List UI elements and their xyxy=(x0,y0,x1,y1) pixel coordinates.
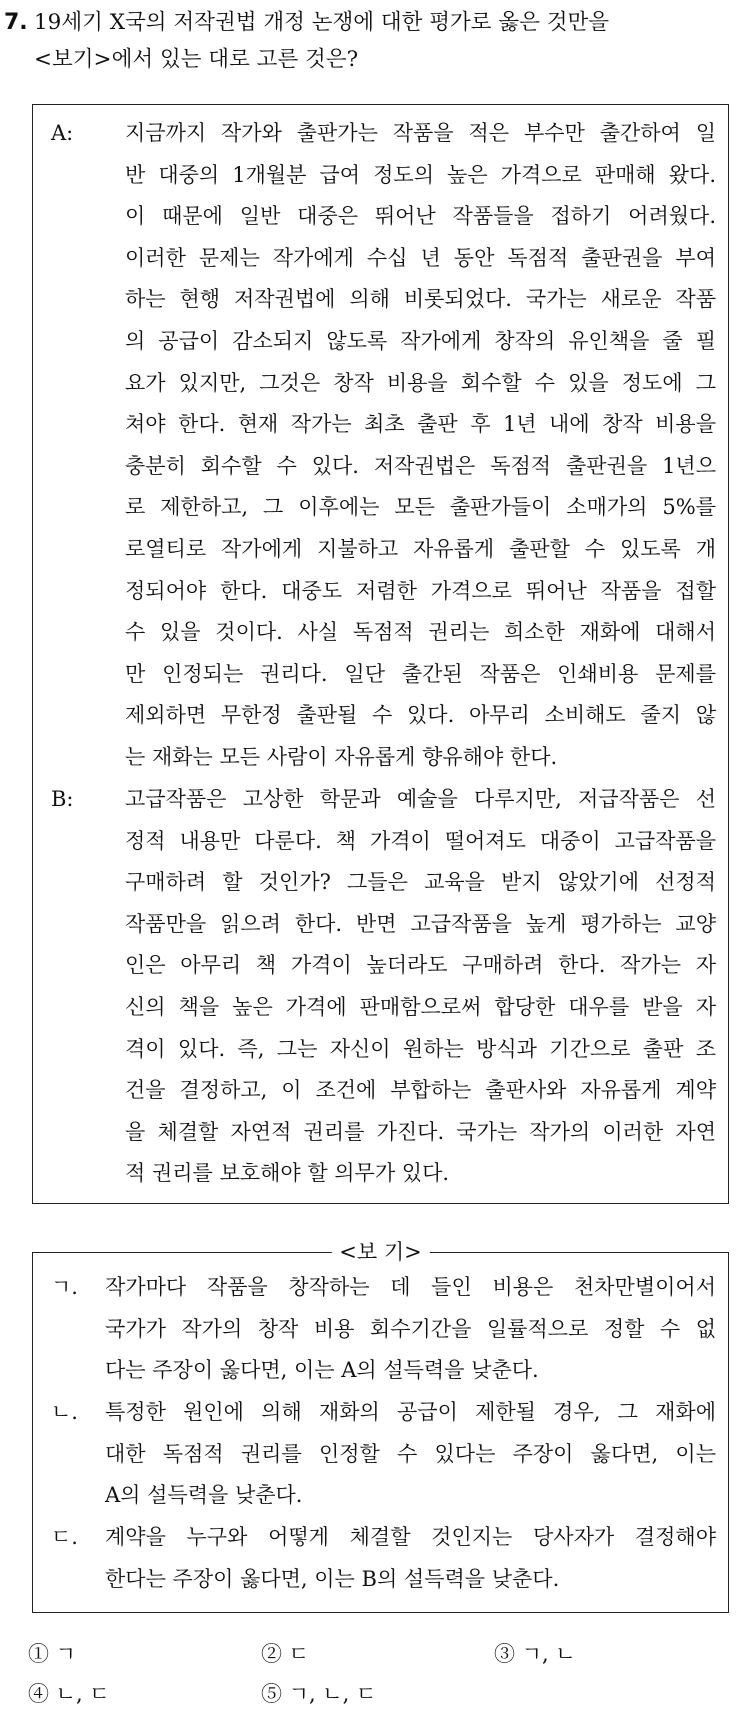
bogi-line: 국가가 작가의 창작 비용 회수기간을 일률적으로 정할 수 없 xyxy=(105,1316,716,1341)
question-line-1 xyxy=(0,4,737,41)
bogi-box xyxy=(32,1240,729,1613)
passage-b xyxy=(51,779,716,1195)
passage-a-line: 는 재화는 모든 사람이 자유롭게 향유해야 한다. xyxy=(125,744,558,769)
bogi-line: 특정한 원인에 의해 재화의 공급이 제한될 경우, 그 재화에 xyxy=(105,1400,716,1424)
passage-a-line: 하는 현행 저작권법에 의해 비롯되었다. 국가는 새로운 작품 xyxy=(125,287,716,312)
passage-a-line: 정되어야 한다. 대중도 저렴한 가격으로 뛰어난 작품을 접할 xyxy=(125,578,716,603)
passage-a-lines xyxy=(125,113,716,779)
choice-4[interactable]: ④ ㄴ, ㄷ xyxy=(28,1682,110,1706)
passage-a-line: 반 대중의 1개월분 급여 정도의 높은 가격으로 판매해 왔다. xyxy=(125,162,716,187)
bogi-item-lines xyxy=(105,1392,716,1517)
bogi-label-nieun: ㄴ. xyxy=(51,1400,78,1424)
question-stem xyxy=(0,4,737,78)
passage-b-lines xyxy=(125,779,716,1195)
bogi-item-nieun xyxy=(51,1392,716,1517)
passage-b-line: 건을 결정하고, 이 조건에 부합하는 출판사와 자유롭게 계약 xyxy=(125,1078,716,1103)
question-number: 7. xyxy=(4,10,28,35)
passage-b-line: 구매하려 할 것인가? 그들은 교육을 받지 않았기에 선정적 xyxy=(125,870,716,895)
passage-b-line: 작품만을 읽으려 한다. 반면 고급작품을 높게 평가하는 교양 xyxy=(125,911,716,936)
choice-1[interactable]: ① ㄱ xyxy=(28,1642,76,1666)
bogi-line: A의 설득력을 낮춘다. xyxy=(105,1483,303,1508)
bogi-label-digeut: ㄷ. xyxy=(51,1525,78,1549)
bogi-line: 다는 주장이 옳다면, 이는 A의 설득력을 낮춘다. xyxy=(105,1358,539,1383)
passage-a-line: 이 때문에 일반 대중은 뛰어난 작품들을 접하기 어려웠다. xyxy=(125,204,716,229)
question-text-2: <보기>에서 있는 대로 고른 것은? xyxy=(34,47,359,72)
choice-3[interactable]: ③ ㄱ, ㄴ xyxy=(494,1642,576,1666)
bogi-line: 한다는 주장이 옳다면, 이는 B의 설득력을 낮춘다. xyxy=(105,1566,560,1591)
bogi-item-digeut xyxy=(51,1517,716,1600)
passage-a-line: 요가 있지만, 그것은 창작 비용을 회수할 수 있을 정도에 그 xyxy=(125,370,716,395)
bogi-line: 대한 독점적 권리를 인정할 수 있다는 주장이 옳다면, 이는 xyxy=(105,1441,716,1466)
passage-a-line: 이러한 문제는 작가에게 수십 년 동안 독점적 출판권을 부여 xyxy=(125,245,716,270)
bogi-item-lines xyxy=(105,1267,716,1392)
bogi-item-lines xyxy=(105,1517,716,1600)
passage-a-line: 만 인정되는 권리다. 일단 출간된 작품은 인쇄비용 문제를 xyxy=(125,661,716,686)
passage-b-line: 격이 있다. 즉, 그는 자신이 원하는 방식과 기간으로 출판 조 xyxy=(125,1036,716,1061)
speaker-label-a: A: xyxy=(51,121,74,145)
passage-b-line: 인은 아무리 책 가격이 높더라도 구매하려 한다. 작가는 자 xyxy=(125,953,716,978)
passage-b-line: 적 권리를 보호해야 할 의무가 있다. xyxy=(125,1161,450,1186)
passage-box xyxy=(32,104,729,1204)
bogi-title: <보 기> xyxy=(331,1236,429,1268)
passage-a xyxy=(51,113,716,779)
bogi-item-giyeok xyxy=(51,1267,716,1392)
bogi-line: 계약을 누구와 어떻게 체결할 것인지는 당사자가 결정해야 xyxy=(105,1525,716,1549)
question-text-1: 19세기 X국의 저작권법 개정 논쟁에 대한 평가로 옳은 것만을 xyxy=(34,10,610,35)
passage-b-line: 을 체결할 자연적 권리를 가진다. 국가는 작가의 이러한 자연 xyxy=(125,1119,716,1144)
passage-b-line: 고급작품은 고상한 학문과 예술을 다루지만, 저급작품은 선 xyxy=(125,787,716,811)
passage-a-line: 지금까지 작가와 출판가는 작품을 적은 부수만 출간하여 일 xyxy=(125,121,716,145)
passage-b-line: 신의 책을 높은 가격에 판매함으로써 합당한 대우를 받을 자 xyxy=(125,994,716,1019)
passage-a-line: 로 제한하고, 그 이후에는 모든 출판가들이 소매가의 5%를 xyxy=(125,495,716,520)
passage-a-line: 쳐야 한다. 현재 작가는 최초 출판 후 1년 내에 창작 비용을 xyxy=(125,412,716,437)
bogi-label-giyeok: ㄱ. xyxy=(51,1275,78,1299)
passage-a-line: 수 있을 것이다. 사실 독점적 권리는 희소한 재화에 대해서 xyxy=(125,620,716,645)
passage-a-line: 제외하면 무한정 출판될 수 있다. 아무리 소비해도 줄지 않 xyxy=(125,703,716,728)
passage-b-line: 정적 내용만 다룬다. 책 가격이 떨어져도 대중이 고급작품을 xyxy=(125,828,716,853)
passage-a-line: 의 공급이 감소되지 않도록 작가에게 창작의 유인책을 줄 필 xyxy=(125,328,716,353)
passage-a-line: 로열티로 작가에게 지불하고 자유롭게 출판할 수 있도록 개 xyxy=(125,536,716,561)
choice-2[interactable]: ② ㄷ xyxy=(261,1642,309,1666)
passage-a-line: 충분히 회수할 수 있다. 저작권법은 독점적 출판권을 1년으 xyxy=(125,453,716,478)
choice-5[interactable]: ⑤ ㄱ, ㄴ, ㄷ xyxy=(261,1682,377,1706)
speaker-label-b: B: xyxy=(51,787,74,811)
bogi-line: 작가마다 작품을 창작하는 데 들인 비용은 천차만별이어서 xyxy=(105,1275,716,1299)
